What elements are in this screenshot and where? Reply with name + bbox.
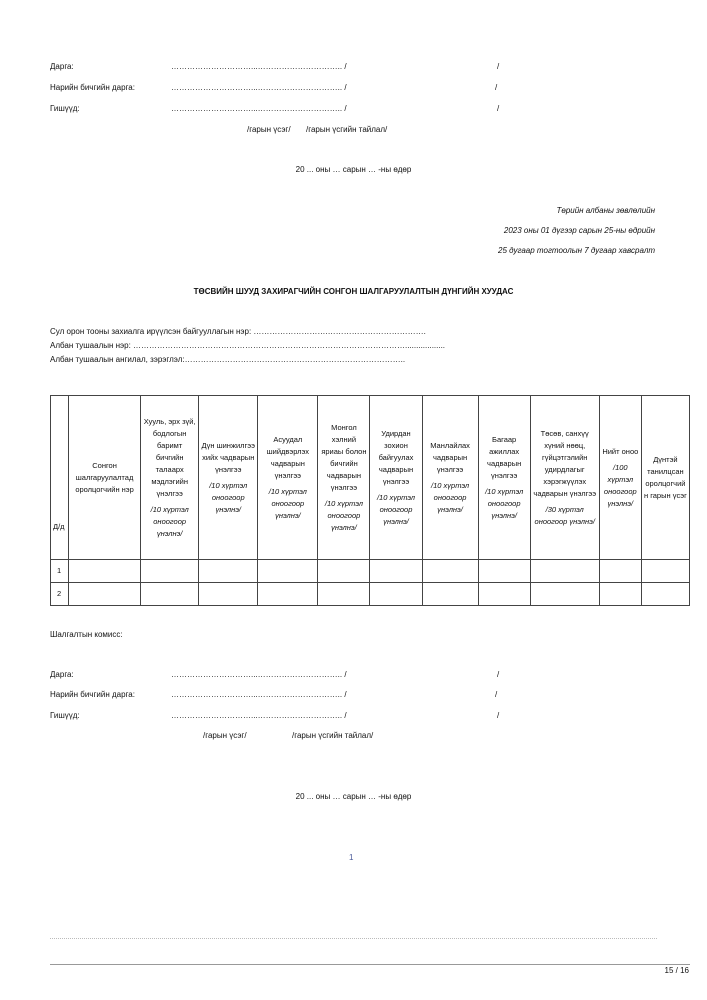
approval-line-3: 25 дугаар тогтоолын 7 дугаар хавсралт (498, 246, 655, 255)
header-text: Удирдан зохион байгуулах чадварын үнэлгээ (378, 428, 414, 486)
signature-label: Гишүүд: (50, 711, 80, 720)
header-text: Манлайлах чадварын үнэлгээ (430, 440, 470, 474)
bottom-signature-members (50, 711, 520, 723)
header-note: /10 хүртэл оноогоор үнэлнэ/ (150, 504, 189, 538)
page-marker: 1 (349, 853, 354, 862)
table-row (51, 583, 690, 606)
signature-label: Гишүүд: (50, 104, 80, 113)
footer-rule (50, 964, 690, 965)
table-cell (370, 560, 422, 583)
header-leadership (422, 396, 478, 560)
header-budget-management (530, 396, 599, 560)
signature-label: Дарга: (50, 62, 74, 71)
table-cell (69, 583, 141, 606)
name-caption: /гарын үсгийн тайлал/ (292, 731, 374, 740)
header-teamwork (478, 396, 530, 560)
table-cell (422, 560, 478, 583)
row-number: 2 (51, 583, 69, 606)
header-acknowledgement-signature (641, 396, 689, 560)
table-cell (599, 560, 641, 583)
signature-dots: …………………………...………………………….. / (171, 62, 347, 71)
table-cell (641, 560, 689, 583)
header-organizing (370, 396, 422, 560)
header-analysis (199, 396, 258, 560)
document-title: ТӨСВИЙН ШУУД ЗАХИРАГЧИЙН СОНГОН ШАЛГАРУУЛАЛТЫН ДҮНГИЙН ХУУДАС (193, 287, 514, 296)
page-number: 15 / 16 (664, 966, 689, 975)
header-text: Багаар ажиллах чадварын үнэлгээ (487, 434, 522, 480)
header-law-knowledge (141, 396, 199, 560)
table-cell (199, 560, 258, 583)
approval-line-2: 2023 оны 01 дүгээр сарын 25-ны өдрийн (503, 226, 655, 235)
table-cell (258, 583, 318, 606)
header-text: Дүнтэй танилцсан оролцогчийн гарын үсэг (643, 454, 687, 500)
signature-label: Нарийн бичгийн дарга: (50, 83, 135, 92)
signature-dots: …………………………...………………………….. / (171, 670, 347, 679)
signature-slash: / (497, 711, 500, 720)
header-note: /10 хүртэл оноогоор үнэлнэ/ (324, 498, 363, 532)
score-table (50, 395, 690, 606)
header-note: /10 хүртэл оноогоор үнэлнэ/ (268, 486, 307, 520)
header-note: /30 хүртэл оноогоор үнэлнэ/ (534, 504, 595, 526)
table-cell (258, 560, 318, 583)
signature-label: Дарга: (50, 670, 74, 679)
header-text: Асуудал шийдвэрлэх чадварын үнэлгээ (266, 434, 310, 480)
header-note: /10 хүртэл оноогоор үнэлнэ/ (376, 492, 416, 526)
header-text: Сонгон шалгаруулалтад оролцогчийн нэр (75, 460, 134, 494)
table-cell (141, 560, 199, 583)
top-signature-members (50, 104, 520, 116)
commission-label: Шалгалтын комисс: (50, 630, 123, 639)
top-date-line: 20 ... оны … сарын … -ны өдөр (295, 165, 412, 174)
table-cell (199, 583, 258, 606)
approval-line-1: Төрийн албаны зөвлөлийн (556, 206, 655, 215)
top-signature-secretary (50, 83, 520, 95)
row-number: 1 (51, 560, 69, 583)
table-cell (69, 560, 141, 583)
signature-slash: / (497, 62, 500, 71)
table-cell (318, 560, 370, 583)
table-cell (641, 583, 689, 606)
header-text: Монгол хэлний яриаы болон бичгийн чадварын үнэлгээ (321, 422, 367, 492)
bottom-signature-secretary (50, 690, 520, 702)
table-cell (530, 560, 599, 583)
table-cell (422, 583, 478, 606)
header-number (51, 396, 69, 560)
header-total-score (599, 396, 641, 560)
signature-dots: …………………………...………………………….. / (171, 104, 347, 113)
signature-slash: / (495, 83, 498, 92)
signature-dots: …………………………...………………………….. / (171, 83, 347, 92)
table-cell (478, 583, 530, 606)
name-caption: /гарын үсгийн тайлал/ (306, 125, 388, 134)
position-name-line: Албан тушаалын нэр: ………………………………………………………………………………………….................. (50, 341, 446, 350)
org-name-line: Сул орон тооны захиалга ирүүлсэн байгууллагын нэр: ……………………….………………………………. (50, 327, 426, 336)
header-note: /10 хүртэл оноогоор үнэлнэ/ (209, 480, 248, 514)
signature-dots: …………………………...………………………….. / (171, 711, 347, 720)
signature-label: Нарийн бичгийн дарга: (50, 690, 135, 699)
header-text: Нийт оноо (602, 446, 639, 456)
sign-caption: /гарын үсэг/ (203, 731, 247, 740)
header-note: /100 хүртэл оноогоор үнэлнэ/ (603, 462, 637, 508)
signature-slash: / (497, 104, 500, 113)
footer-separator (50, 938, 657, 939)
header-mongolian-language (318, 396, 370, 560)
position-rank-line: Албан тушаалын ангилал, зэрэглэл:……………………………………………………………………….. (50, 355, 406, 364)
table-cell (318, 583, 370, 606)
header-text: Төсөв, санхүү хүний нөөц, гүйцэтгэлийн удирдлагыг хэрэгжүүлэх чадварын үнэлгээ (533, 428, 597, 498)
header-problem-solving (258, 396, 318, 560)
header-note: /10 хүртэл оноогоор үнэлнэ/ (431, 480, 470, 514)
table-cell (370, 583, 422, 606)
bottom-signature-chair (50, 670, 520, 682)
signature-slash: / (497, 670, 500, 679)
bottom-date-line: 20 ... оны … сарын … -ны өдөр (295, 792, 412, 801)
header-note: /10 хүртэл оноогоор үнэлнэ/ (485, 486, 524, 520)
table-row (51, 560, 690, 583)
header-text: Хууль, эрх зүй, бодлогын баримт бичгийн талаарх мэдлэгийн үнэлгээ (143, 416, 196, 498)
sign-caption: /гарын үсэг/ (247, 125, 291, 134)
header-participant-name (69, 396, 141, 560)
header-text: Д/д (53, 522, 65, 531)
table-cell (141, 583, 199, 606)
header-text: Дүн шинжилгээ хийх чадварын үнэлгээ (201, 440, 255, 474)
signature-slash: / (495, 690, 498, 699)
table-cell (599, 583, 641, 606)
table-cell (478, 560, 530, 583)
table-cell (530, 583, 599, 606)
signature-dots: …………………………...………………………….. / (171, 690, 347, 699)
top-signature-chair (50, 62, 520, 74)
